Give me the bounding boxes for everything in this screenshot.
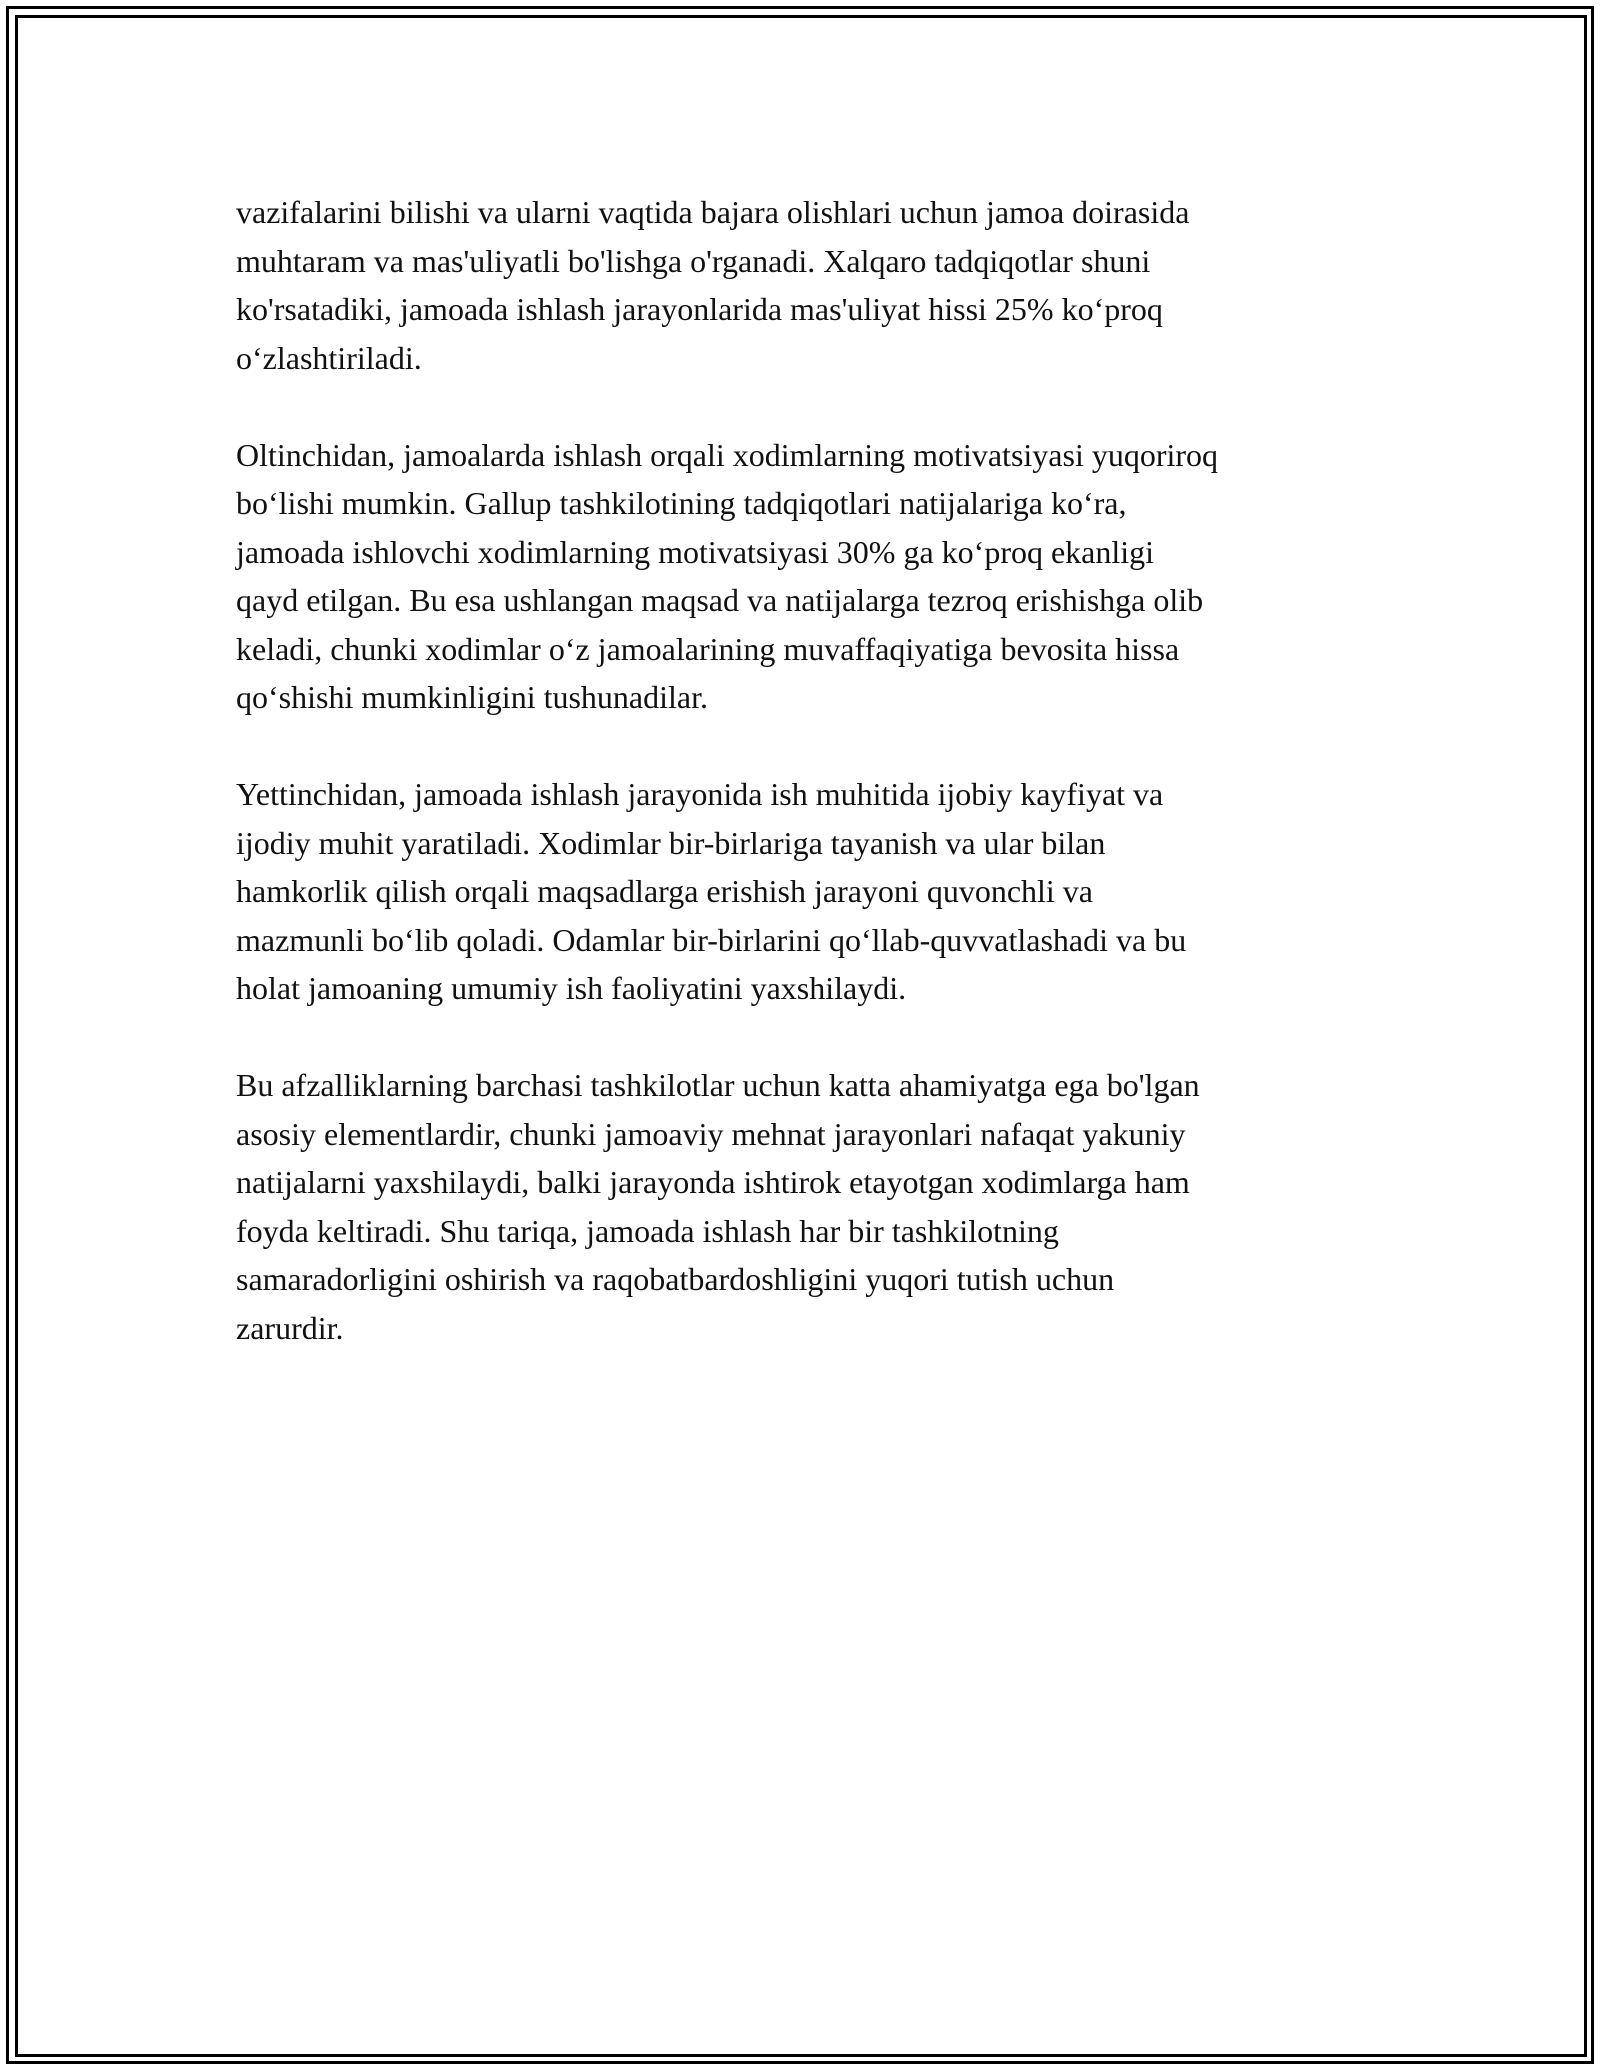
text-line: keladi, chunki xodimlar o‘z jamoalarining muvaffaqiyatiga bevosita hissa [236,630,1180,667]
paragraph-work-environment [236,770,1386,1013]
text-line: jamoada ishlovchi xodimlarning motivatsiyasi 30% ga ko‘proq ekanligi [236,533,1155,570]
text-line: ijodiy muhit yaratiladi. Xodimlar bir-birlariga tayanish va ular bilan [236,824,1106,861]
paragraph-motivation [236,431,1386,722]
text-line: holat jamoaning umumiy ish faoliyatini yaxshilaydi. [236,970,907,1006]
text-line: hamkorlik qilish orqali maqsadlarga erishish jarayoni quvonchli va [236,873,1093,909]
text-line: bo‘lishi mumkin. Gallup tashkilotining tadqiqotlari natijalariga ko‘ra, [236,485,1127,521]
text-line: Oltinchidan, jamoalarda ishlash orqali xodimlarning motivatsiyasi yuqoriroq [236,436,1219,473]
text-line: vazifalarini bilishi va ularni vaqtida bajara olishlari uchun jamoa doirasida [236,194,1190,230]
text-line: foyda keltiradi. Shu tariqa, jamoada ishlash har bir tashkilotning [236,1212,1059,1249]
text-line: natijalarni yaxshilaydi, balki jarayonda ishtirok etayotgan xodimlarga ham [236,1164,1190,1200]
document-body [236,188,1386,1401]
text-line: Yettinchidan, jamoada ishlash jarayonida ish muhitida ijobiy kayfiyat va [236,776,1164,812]
text-line: samaradorligini oshirish va raqobatbardoshligini yuqori tutish uchun [236,1261,1115,1297]
text-line: qayd etilgan. Bu esa ushlangan maqsad va natijalarga tezroq erishishga olib [236,582,1204,618]
text-line: Bu afzalliklarning barchasi tashkilotlar uchun katta ahamiyatga ega bo'lgan [236,1067,1200,1103]
text-line: o‘zlashtiriladi. [236,339,422,376]
text-line: muhtaram va mas'uliyatli bo'lishga o'rganadi. Xalqaro tadqiqotlar shuni [236,242,1151,279]
text-line: qo‘shishi mumkinligini tushunadilar. [236,679,708,715]
text-line: ko'rsatadiki, jamoada ishlash jarayonlarida mas'uliyat hissi 25% ko‘proq [236,291,1163,327]
paragraph-conclusion [236,1061,1386,1352]
text-line: zarurdir. [236,1309,344,1346]
text-line: asosiy elementlardir, chunki jamoaviy mehnat jarayonlari nafaqat yakuniy [236,1115,1186,1152]
text-line: mazmunli bo‘lib qoladi. Odamlar bir-birlarini qo‘llab-quvvatlashadi va bu [236,921,1187,958]
paragraph-responsibility [236,188,1386,382]
